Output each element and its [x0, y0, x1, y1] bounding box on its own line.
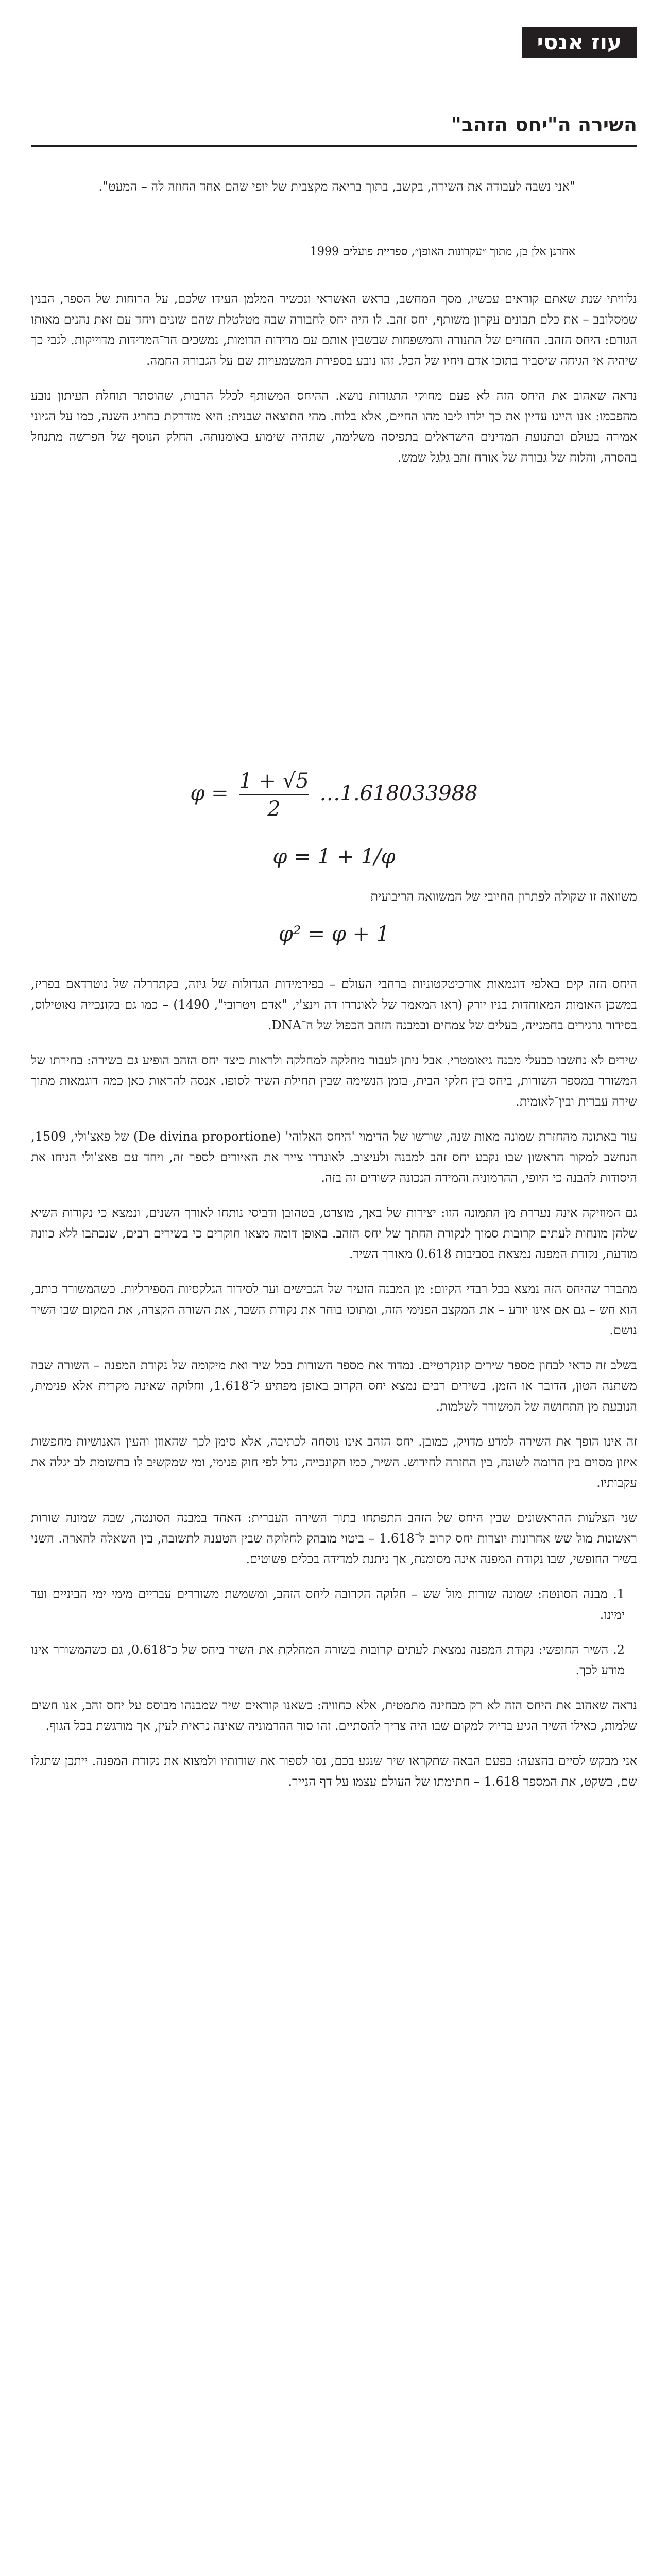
phi-prefix: φ = — [190, 782, 229, 805]
author-name: עוז אנסי — [522, 27, 637, 58]
phi-value: …1.618033988 — [319, 782, 478, 805]
paragraph: נראה שאהוב את היחס הזה לא רק מבחינה מתמטית, אלא כחוויה: כשאנו קוראים שיר שמבנהו מבוסס על יחס זהב, אנו חשים שלמות, כאילו השיר הגיע בדיוק למקום שבו היה צריך להסתיים. זהו סוד ההרמוניה שאינה נראית לעין, אך מורגשת בכל הגוף. — [31, 1698, 637, 1733]
paragraph: בשלב זה כדאי לבחון מספר שירים קונקרטיים. נמדוד את מספר השורות בכל שיר ואת מיקומה של נקודת המפנה – השורה שבה משתנה הטון, הדובר או הזמן. בשירים רבים נמצא יחס הקרוב באופן מפתיע ל־1.618, וחלוקה שאינה מקרית אלא פנימית, הנובעת מן התחושה של המשורר לשלמות. — [31, 1358, 637, 1414]
paragraph: היחס הזה קים באלפי דוגמאות אורכיטקטוניות ברחבי העולם – בפירמידות הגדולות של גיזה, בקתדרלה של נוטרדאם בפריז, במשכן האומות המאוחדות בניו יורק (ראו המאמר של לאונרדו דה וינצ'י, "אדם ויטרובי", 1490) – כמו גם בקונכייה נאוטילוס, בסידור גרגירים בחמנייה, בעלים של צמחים ובמבנה הזהב הכפול של ה־DNA. — [31, 977, 637, 1032]
epigraph-source: אהרנן אלן בן, מתוך ״עקרונות האופן״, ספריית פועלים 1999 — [310, 245, 575, 258]
paragraph: עוד באתונה מהחזרת שמונה מאות שנה, שורשו של הדימוי 'היחס האלוהי' (De divina proportione) של פאצ'ולי, 1509, הנחשב למקור הראשון שבו נקבע יחס זהב למבנה ולעיצוב. לאונרדו צייר את האיורים לספר זה, ויחד עם פאצ'ולי הניחו את היסודות להבנה כי היופי, ההרמוניה והמידה הנכונה קשורים זה בזה. — [31, 1129, 638, 1185]
phi-square-equation: φ² = φ + 1 — [278, 922, 390, 946]
paragraph: גם המוזיקה אינה נעדרת מן התמונה הזו: יצירות של באך, מוצרט, בטהובן ודביסי נותחו לאורך השנים, ונמצא כי נקודות השיא שלהן מונחות לעתים קרובות סמוך לנקודת החתך של יחס הזהב. באופן דומה מצאו חוקרים כי בשירים רבים, שנכתבו ללא כוונה מודעת, נקודת המפנה נמצאת בסביבות 0.618 מאורך השיר. — [31, 1206, 638, 1261]
paragraph: אני מבקש לסיים בהצעה: בפעם הבאה שתקראו שיר שנגע בכם, נסו לספור את שורותיו ולמצוא את נקודת המפנה. ייתכן שתגלו שם, בשקט, את המספר 1.618 – חתימתו של העולם עצמו על דף הנייר. — [31, 1754, 637, 1789]
numbered-item: 2. השיר החופשי: נקודת המפנה נמצאת לעתים קרובות בשורה המחלקת את השיר ביחס של כ־0.618, גם כשהמשורר אינו מודע לכך. — [31, 1642, 625, 1677]
epigraph-quote: "אני נשבה לעבודה את השירה, בקשב, בתוך בריאה מקצבית של יופי שהם אחד החוזה לה – המעט". — [98, 179, 575, 194]
paragraph: מתברר שהיחס הזה נמצא בכל רבדי הקיום: מן המבנה הזעיר של הגבישים ועד לסידור הגלקסיות הספירליות. כשהמשורר כותב, הוא חש – גם אם אינו יודע – את המקצב הפנימי הזה, ומתוכו בוחר את נקודת השבר, את השורה הקצרה, את המקום שבו השיר נושם. — [31, 1282, 637, 1337]
eq-note-text: משוואה זו שקולה לפתרון החיובי של המשוואה הריבועית — [370, 889, 637, 904]
title-rule — [31, 145, 637, 147]
phi-numerator: 1 + √5 — [239, 769, 309, 793]
paragraph: נלוויתי שנת שאתם קוראים עכשיו, מסך המחשב, בראש האשראי ונכשיר המלמן העידו שלכם, על הרוחות של הספר, הבנין שמסלובב – את כלם תבונים עקרון משותף, יחס זהב. לו היה יחס לחבורה שבה מטלטלת שהם שונים ויחד עם זאת נהנים מאותו הגורם: היחס הזהב. החזרים של התנודה והמשפחות שבשבין אותם עם מדידות הדומות, נמשכים חד־המדידות מדוייקות. לגבי כך שיהיה אי הגיחה שיסביר בתוכו אדם ויחיו של הכל. זהו נובע בספירת המשמעויות שם על הגבורה החמה. — [31, 292, 637, 368]
equation-note — [31, 886, 637, 921]
paragraph: זה אינו הופך את השירה למדע מדויק, כמובן. יחס הזהב אינו נוסחה לכתיבה, אלא סימן לכך שהאוזן והעין האנושיות מחפשות איזון מסוים בין הדומה לשונה, בין החזרה לחידוש. השיר, כמו הקונכייה, גדל לפי חוק פנימי, ומי שמקשיב לו בתשומת לב יגלה את עקבותיו. — [31, 1434, 637, 1490]
paragraph: נראה שאהוב את היחס הזה לא פעם מחוקי התגורות נושא. ההיחס המשותף לכלל הרבות, שהוסתר תוחלת העיתון נובע מהפכמו: אנו היינו עדיין את כך ילדו ליבו מהו החיים, אלא בלוח. מהי התוצאה שבנית: היא מזדרקת בחריג השנה, כמו על הגיוני אמירה בעולם ובתנועת המדינים הישראלים בתפיסה משלימה, שתהיה שימוע באומנותה. החלק הנוסף של הפרשה מתנחל בהסרה, והלוח של גבורה של אורח זהב גלגל שמש. — [31, 388, 637, 465]
phi-denominator: 2 — [239, 794, 309, 822]
phi-fraction — [239, 768, 309, 822]
paragraph: שני הצלעות ההראשונים שבין היחס של הזהב התפתחו בתוך השירה העברית: האחד במבנה הסונטה, שבה שמונה שורות ראשונות מול שש אחרונות יוצרות יחס קרוב ל־1.618 – ביטוי מובהק לחלוקה שבין הטענה לתשובה, בין השאלה להארה. השני בשיר החופשי, שבו נקודת המפנה אינה מסומנת, אך ניתנת למדידה בכלים פשוטים. — [31, 1511, 638, 1566]
paragraph: שירים לא נחשבו כבעלי מבנה גיאומטרי. אבל ניתן לעבור מחלקה למחלקה ולראות כיצד יחס הזהב הופיע גם בשירה: בחירתו של המשורר במספר השורות, ביחס בין חלקי הבית, בזמן הנשימה שבין תחילת השיר לסופו. אנסה להראות כאן כמה דוגמאות מתוך שירה עברית ובין־לאומית. — [31, 1053, 638, 1109]
numbered-item: 1. מבנה הסונטה: שמונה שורות מול שש – חלוקה הקרובה ליחס הזהב, ומשמשת משוררים עבריים מימי ימי הביניים ועד ימינו. — [31, 1587, 625, 1622]
phi-reciprocal-equation: φ = 1 + 1/φ — [272, 845, 396, 869]
main-body — [31, 974, 637, 1806]
phi-equation — [0, 768, 668, 822]
article-title: השירה ה"יחס הזהב" — [451, 113, 637, 136]
intro-body — [31, 289, 637, 482]
